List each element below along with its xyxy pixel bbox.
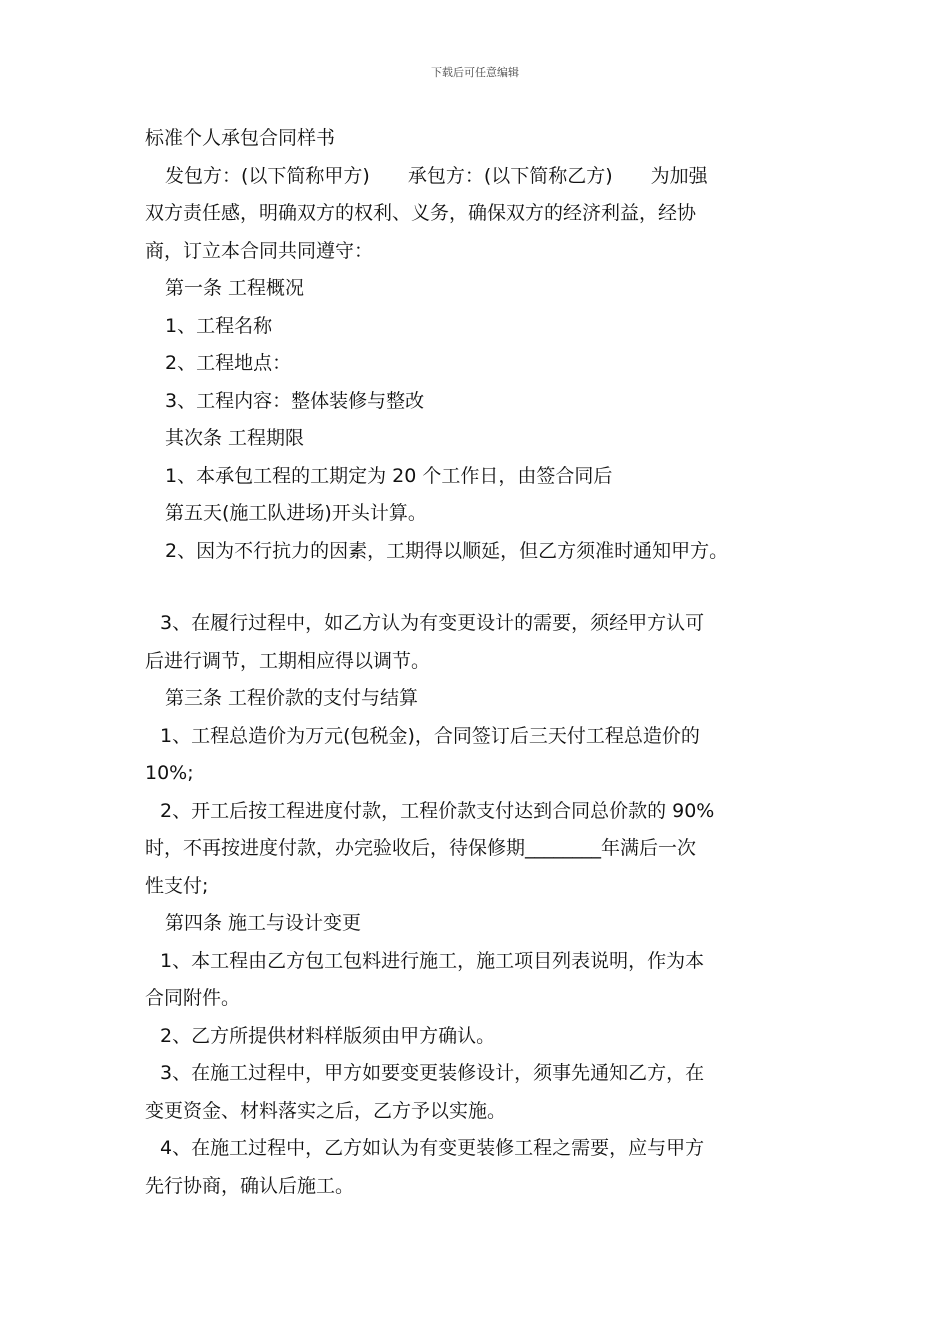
article-heading: 第三条 工程价款的支付与结算 <box>165 687 419 709</box>
clause-line: 3、在履行过程中，如乙方认为有变更设计的需要，须经甲方认可 <box>160 612 705 634</box>
clause-line: 10%; <box>145 762 194 784</box>
intro-line: 发包方：(以下简称甲方) 承包方：(以下简称乙方) 为加强 <box>165 164 708 187</box>
intro-line: 双方责任感，明确双方的权利、义务，确保双方的经济利益，经协 <box>145 202 697 224</box>
article-heading: 第一条 工程概况 <box>165 277 305 299</box>
clause-line: 先行协商，确认后施工。 <box>145 1174 355 1197</box>
clause-line: 2、乙方所提供材料样版须由甲方确认。 <box>160 1024 496 1047</box>
clause-line: 1、本工程由乙方包工包料进行施工，施工项目列表说明，作为本 <box>160 949 705 972</box>
clause-line: 1、本承包工程的工期定为 20 个工作日，由签合同后 <box>165 464 613 487</box>
clause-line: 合同附件。 <box>145 987 241 1009</box>
page-header-note: 下载后可任意编辑 <box>431 66 519 79</box>
spacer <box>145 570 815 605</box>
contract-body <box>145 120 815 1205</box>
clause-line: 2、因为不行抗力的因素，工期得以顺延，但乙方须准时通知甲方。 <box>165 539 729 562</box>
article-heading: 其次条 工程期限 <box>165 427 305 449</box>
article-heading: 第四条 施工与设计变更 <box>165 912 362 934</box>
clause-line: 时，不再按进度付款，办完验收后，待保修期________年满后一次 <box>145 837 697 859</box>
clause-line: 4、在施工过程中，乙方如认为有变更装修工程之需要，应与甲方 <box>160 1137 705 1159</box>
clause-line: 2、开工后按工程进度付款，工程价款支付达到合同总价款的 90% <box>160 799 715 822</box>
document-title: 标准个人承包合同样书 <box>145 127 336 149</box>
clause-line: 3、工程内容：整体装修与整改 <box>165 389 425 412</box>
clause-line: 后进行调节，工期相应得以调节。 <box>145 649 431 672</box>
clause-line: 3、在施工过程中，甲方如要变更装修设计，须事先通知乙方，在 <box>160 1062 705 1084</box>
clause-line: 第五天(施工队进场)开头计算。 <box>165 502 427 524</box>
clause-line: 1、工程总造价为万元(包税金)，合同签订后三天付工程总造价的 <box>160 724 700 747</box>
clause-line: 性支付; <box>145 874 209 897</box>
clause-line: 1、工程名称 <box>165 314 273 337</box>
clause-line: 2、工程地点： <box>165 352 292 374</box>
clause-line: 变更资金、材料落实之后，乙方予以实施。 <box>145 1099 507 1122</box>
intro-line: 商，订立本合同共同遵守： <box>145 239 374 262</box>
